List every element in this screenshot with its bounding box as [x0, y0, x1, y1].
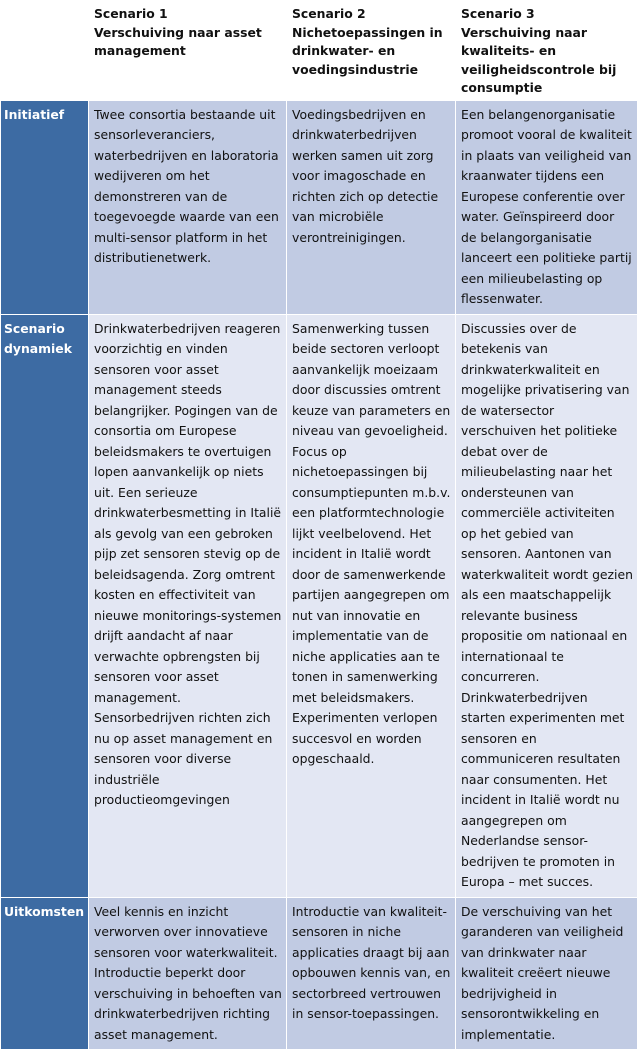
cell-uitkomsten-scenario-3: De verschuiving van het garanderen van veiligheid van drinkwater naar kwaliteit creëert nieuwe bedrijvigheid in sensorontwikkeling en implementatie. — [456, 897, 637, 1050]
cell-initiatief-scenario-2: Voedingsbedrijven en drinkwaterbedrijven werken samen uit zorg voor imagoschade en richten zich op detectie van microbiële verontreinigingen. — [287, 100, 456, 314]
header-scenario-1-text: Scenario 1 Verschuiving naar asset management — [94, 6, 262, 58]
header-scenario-1 — [89, 1, 287, 101]
header-scenario-3 — [456, 1, 637, 101]
cell-initiatief-scenario-1: Twee consortia bestaande uit sensorleveranciers, waterbedrijven en laboratoria wedijveren om het demonstreren van de toegevoegde waarde van een multi-sensor platform in het distributienetwerk. — [89, 100, 287, 314]
cell-uitkomsten-scenario-1: Veel kennis en inzicht verworven over innovatieve sensoren voor waterkwaliteit. Introductie beperkt door verschuiving in behoeften van drinkwaterbedrijven richting asset management. — [89, 897, 287, 1050]
row-uitkomsten — [1, 897, 637, 1050]
header-scenario-2 — [287, 1, 456, 101]
row-label-initiatief: Initiatief — [1, 100, 89, 314]
cell-dynamiek-scenario-1: Drinkwaterbedrijven reageren voorzichtig en vinden sensoren voor asset management steeds belangrijker. Pogingen van de consortia om Europese beleidsmakers te overtuigen lopen aanvankelijk op niets uit. Een serieuze drinkwaterbesmetting in Italië als gevolg van een gebroken pijp zet sensoren stevig op de beleidsagenda. Zorg omtrent kosten en effectiviteit van nieuwe monitorings-systemen drijft aandacht af naar verwachte opbrengsten bij sensoren voor asset management. Sensorbedrijven richten zich nu op asset management en sensoren voor diverse industriële productieomgevingen — [89, 314, 287, 897]
header-scenario-2-text: Scenario 2 Nichetoepassingen in drinkwater- en voedingsindustrie — [292, 6, 443, 77]
cell-initiatief-scenario-3: Een belangenorganisatie promoot vooral de kwaliteit in plaats van veiligheid van kraanwater tijdens een Europese conferentie over water. Geïnspireerd door de belangorganisatie lanceert een politieke partij een milieubelasting op flessenwater. — [456, 100, 637, 314]
row-label-scenario-dynamiek: Scenario dynamiek — [1, 314, 89, 897]
cell-uitkomsten-scenario-2: Introductie van kwaliteit-sensoren in niche applicaties draagt bij aan opbouwen kennis van, en sectorbreed vertrouwen in sensor-toepassingen. — [287, 897, 456, 1050]
header-row — [1, 1, 637, 101]
header-blank-cell — [1, 1, 89, 101]
header-scenario-3-text: Scenario 3 Verschuiving naar kwaliteits- en veiligheidscontrole bij consumptie — [461, 6, 616, 95]
cell-dynamiek-scenario-2: Samenwerking tussen beide sectoren verloopt aanvankelijk moeizaam door discussies omtrent keuze van parameters en niveau van gevoeligheid. Focus op nichetoepassingen bij consumptiepunten m.b.v. een platformtechnologie lijkt veelbelovend. Het incident in Italië wordt door de samenwerkende partijen aangegrepen om nut van innovatie en implementatie van de niche applicaties aan te tonen in samenwerking met beleidsmakers. Experimenten verlopen succesvol en worden opgeschaald. — [287, 314, 456, 897]
row-initiatief — [1, 100, 637, 314]
row-label-uitkomsten: Uitkomsten — [1, 897, 89, 1050]
cell-dynamiek-scenario-3: Discussies over de betekenis van drinkwaterkwaliteit en mogelijke privatisering van de watersector verschuiven het politieke debat over de milieubelasting naar het ondersteunen van commerciële activiteiten op het gebied van sensoren. Aantonen van waterkwaliteit wordt gezien als een maatschappelijk relevante business propositie om nationaal en internationaal te concurreren. Drinkwaterbedrijven starten experimenten met sensoren en communiceren resultaten naar consumenten. Het incident in Italië wordt nu aangegrepen om Nederlandse sensor-bedrijven te promoten in Europa – met succes. — [456, 314, 637, 897]
row-scenario-dynamiek — [1, 314, 637, 897]
